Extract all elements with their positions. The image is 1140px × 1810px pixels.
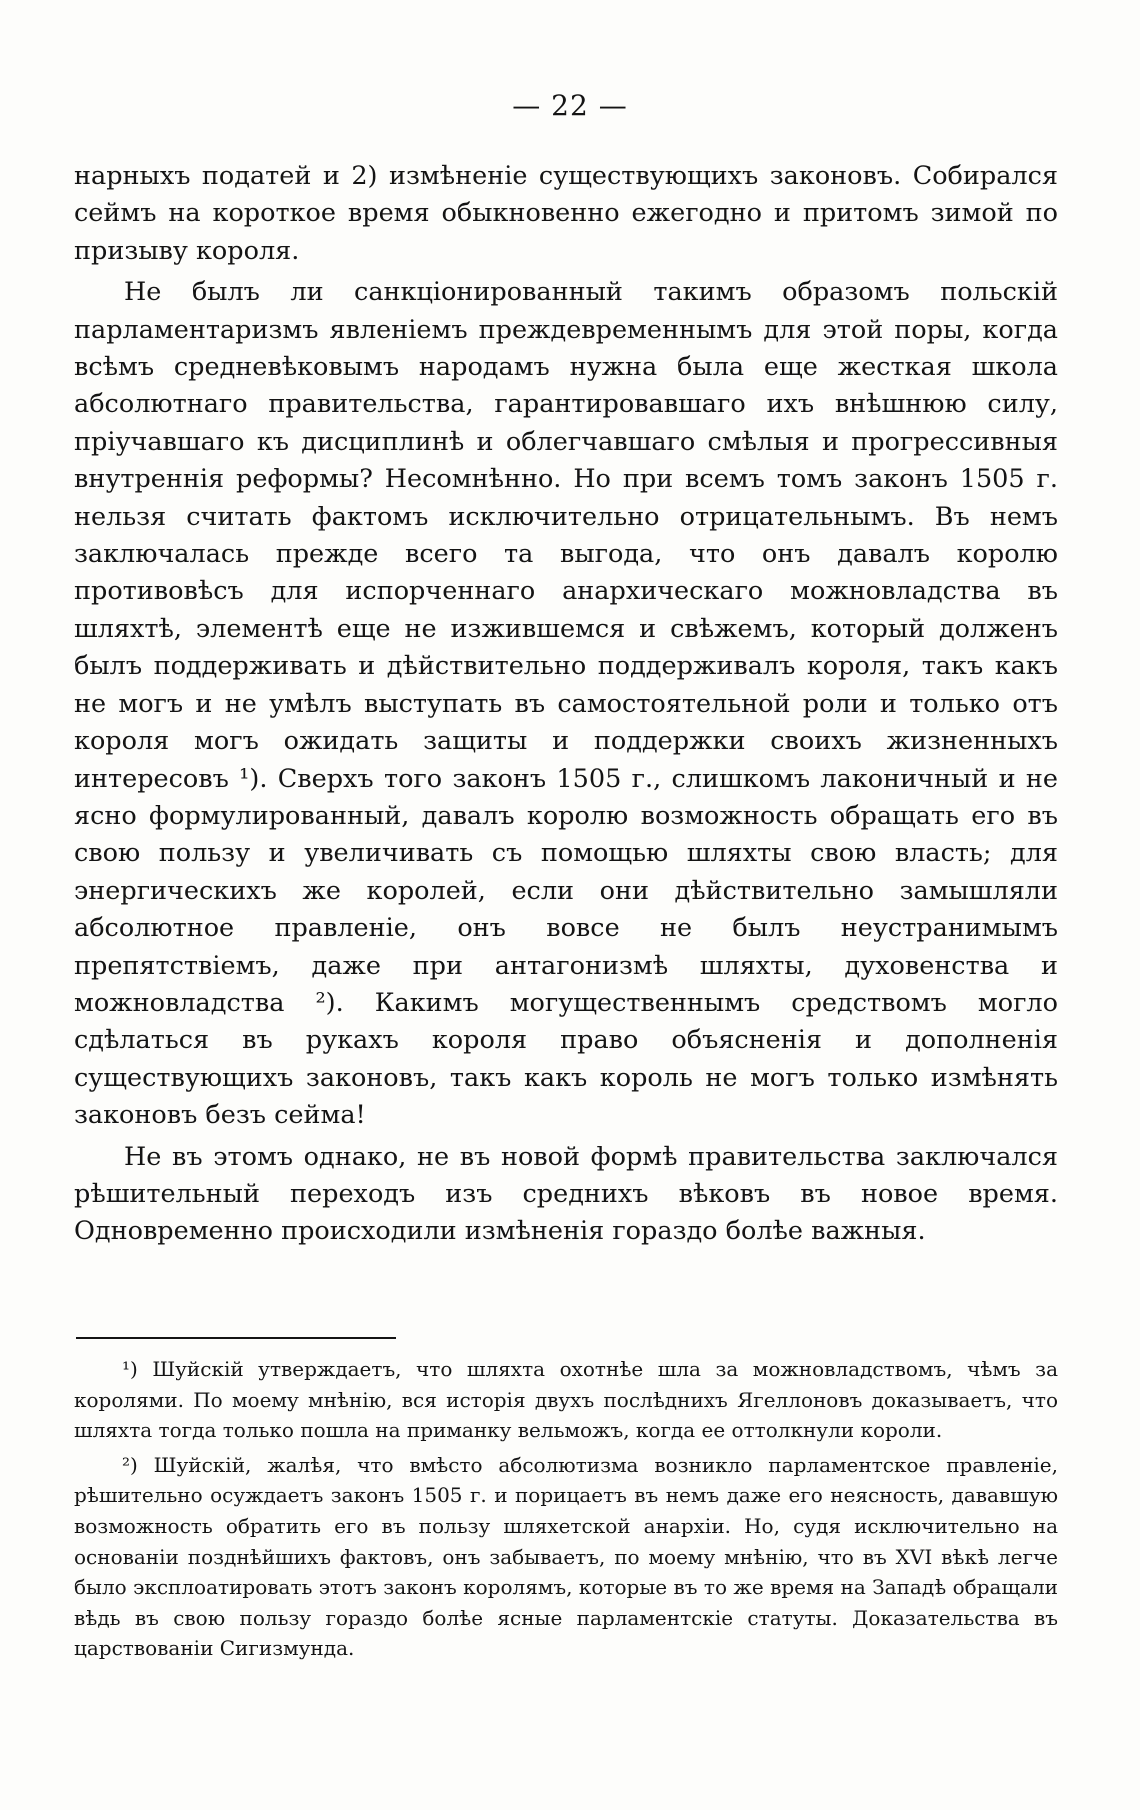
page-number: — 22 — <box>512 89 628 122</box>
paragraph-transition: Не въ этомъ однако, не въ новой формѣ правительства заключался рѣшительный переходъ изъ среднихъ вѣковъ въ новое время. Одновременно происходили измѣненія гораздо болѣе важныя. <box>74 1141 1058 1247</box>
footnote-1: ¹) Шуйскій утверждаетъ, что шляхта охотнѣе шла за можновладствомъ, чѣмъ за королями. По моему мнѣнію, вся исторія двухъ послѣднихъ Ягеллоновъ доказываетъ, что шляхта тогда только пошла на приманку вельможъ, когда ее оттолкнули короли. <box>74 1357 1058 1443</box>
footnotes <box>74 1354 1058 1664</box>
footnote-2: ²) Шуйскій, жалѣя, что вмѣсто абсолютизма возникло парламентское правленіе, рѣшительно осуждаетъ законъ 1505 г. и порицаетъ въ немъ даже его неясность, дававшую возможность обратить его въ пользу шляхетской анархіи. Но, судя исключительно на основаніи позднѣйшихъ фактовъ, онъ забываетъ, по моему мнѣнію, что въ XVI вѣкѣ легче было эксплоатировать этотъ законъ королямъ, которые въ то же время на Западѣ обращали вѣдь въ свою пользу гораздо болѣе ясные парламентскіе статуты. Доказательства въ царствованіи Сигизмунда. <box>74 1452 1058 1661</box>
main-text <box>74 158 1058 1251</box>
paragraph-continued: нарныхъ податей и 2) измѣненіе существующихъ законовъ. Собирался сеймъ на короткое время обыкновенно ежегодно и притомъ зимой по призыву короля. <box>74 161 1058 266</box>
paragraph-parliamentarism: Не былъ ли санкціонированный такимъ образомъ польскій парламентаризмъ явленіемъ преждевременнымъ для этой поры, когда всѣмъ средневѣковымъ народамъ нужна была еще жесткая школа абсолютнаго правительства, гарантировавшаго ихъ внѣшнюю силу, пріучавшаго къ дисциплинѣ и облегчавшаго смѣлыя и прогрессивныя внутреннія реформы? Несомнѣнно. Но при всемъ томъ законъ 1505 г. нельзя считать фактомъ исключительно отрицательнымъ. Въ немъ заключалась прежде всего та выгода, что онъ давалъ королю противовѣсъ для испорченнаго анархическаго можновладства въ шляхтѣ, элементѣ еще не изжившемся и свѣжемъ, который долженъ былъ поддерживать и дѣйствительно поддерживалъ короля, такъ какъ не могъ и не умѣлъ выступать въ самостоятельной роли и только отъ короля могъ ожидать защиты и поддержки своихъ жизненныхъ интересовъ ¹). Сверхъ того законъ 1505 г., слишкомъ лаконичный и не ясно формулированный, давалъ королю возможность обращать его въ свою пользу и увеличивать съ помощью шляхты свою власть; для энергическихъ же королей, если они дѣйствительно замышляли абсолютное правленіе, онъ вовсе не былъ неустранимымъ препятствіемъ, даже при антагонизмѣ шляхты, духовенства и можновладства ²). Какимъ могущественнымъ средствомъ могло сдѣлаться въ рукахъ короля право объясненія и дополненія существующихъ законовъ, такъ какъ король не могъ только измѣнять законовъ безъ сейма! <box>74 277 1058 1131</box>
footnote-separator <box>76 1337 396 1339</box>
